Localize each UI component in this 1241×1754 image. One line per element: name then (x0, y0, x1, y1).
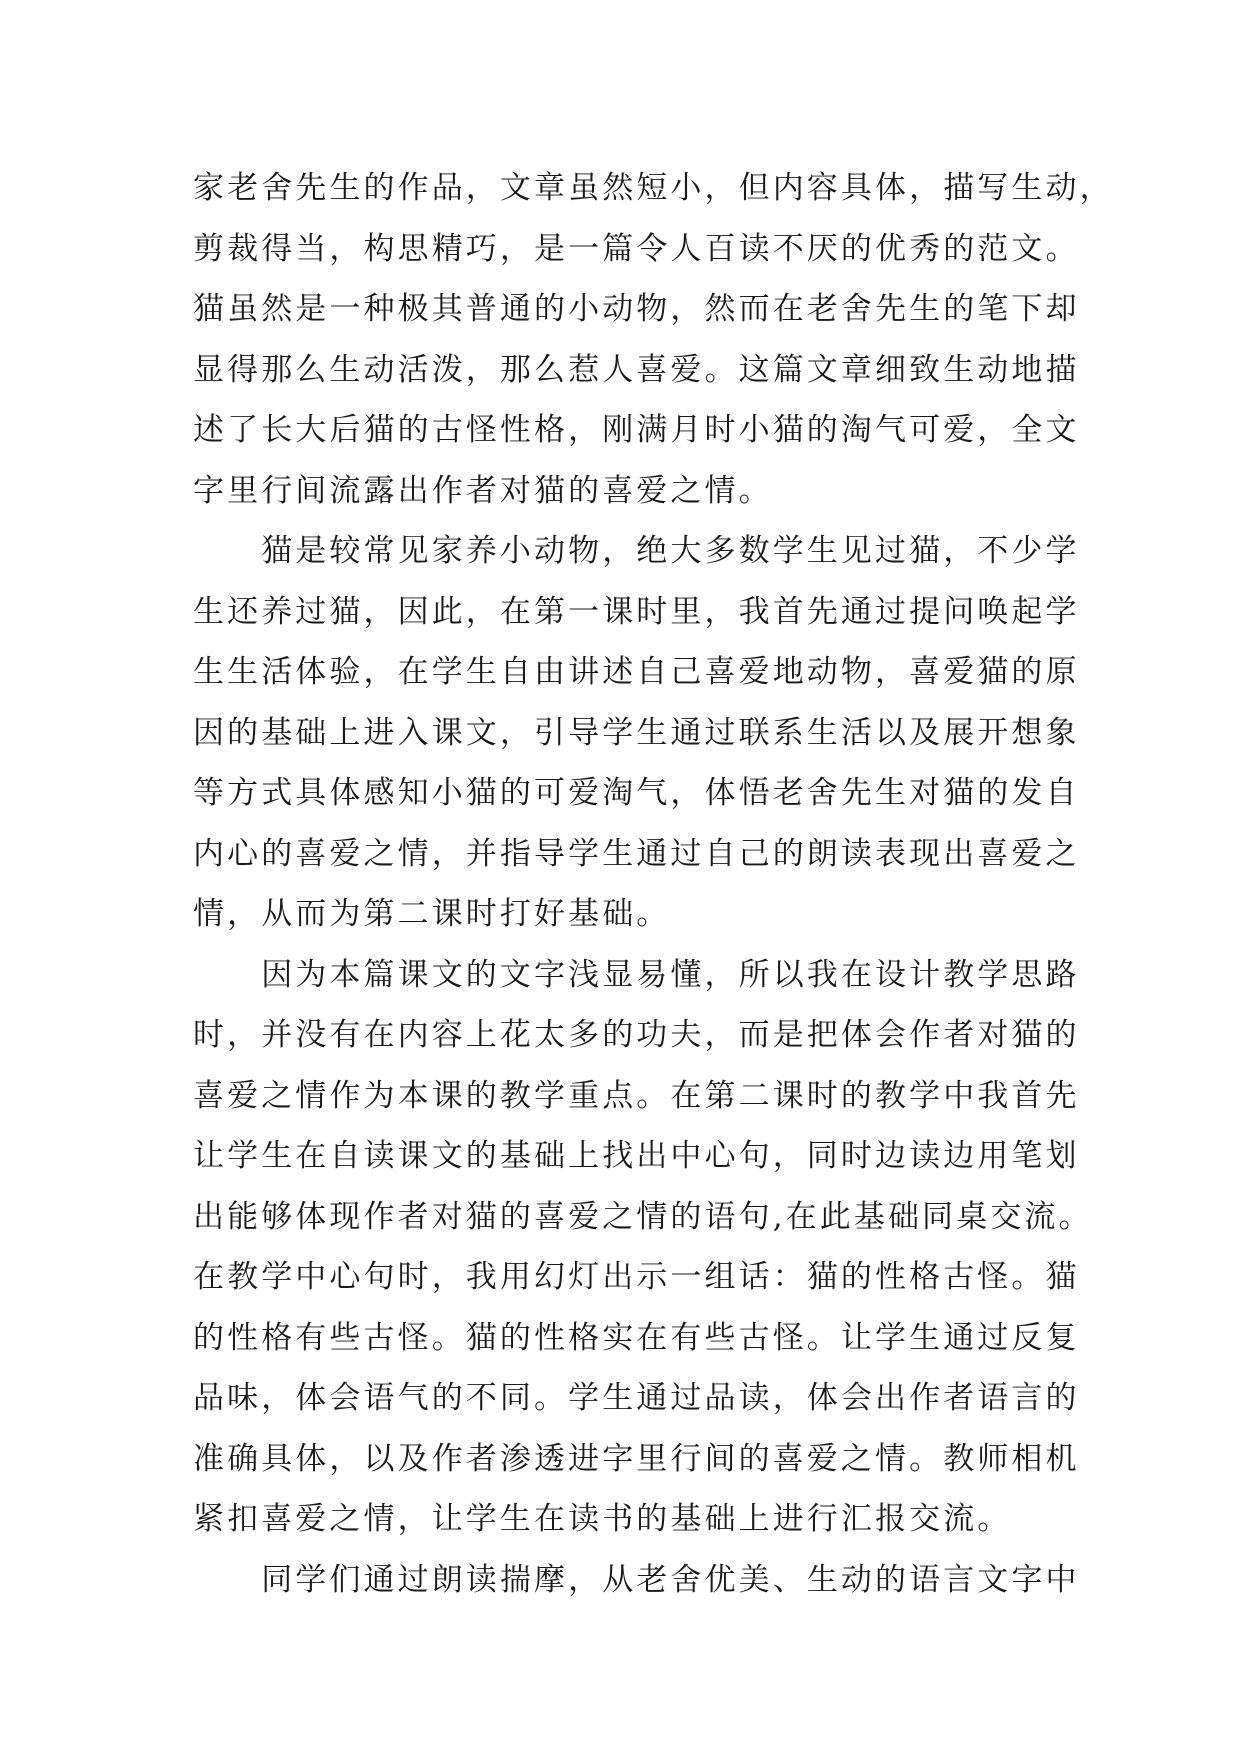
text-line: 品味，体会语气的不同。学生通过品读，体会出作者语言的 (193, 1380, 1080, 1416)
text-line: 生生活体验，在学生自由讲述自己喜爱地动物，喜爱猫的原 (193, 654, 1080, 690)
text-line: 因的基础上进入课文，引导学生通过联系生活以及展开想象 (193, 714, 1080, 751)
text-line: 让学生在自读课文的基础上找出中心句，同时边读边用笔划 (193, 1138, 1080, 1174)
text-line: 在教学中心句时，我用幻灯出示一组话：猫的性格古怪。猫 (193, 1259, 1080, 1295)
text-line: 述了长大后猫的古怪性格，刚满月时小猫的淘气可爱，全文 (193, 412, 1080, 448)
text-line: 紧扣喜爱之情，让学生在读书的基础上进行汇报交流。 (193, 1501, 1012, 1537)
text-line: 同学们通过朗读揣摩，从老舍优美、生动的语言文字中 (193, 1561, 1080, 1598)
text-line: 的性格有些古怪。猫的性格实在有些古怪。让学生通过反复 (193, 1319, 1080, 1356)
text-line: 猫是较常见家养小动物，绝大多数学生见过猫，不少学 (193, 533, 1080, 569)
text-line: 剪裁得当，构思精巧，是一篇令人百读不厌的优秀的范文。 (193, 230, 1080, 267)
text-line: 显得那么生动活泼，那么惹人喜爱。这篇文章细致生动地描 (193, 351, 1080, 388)
text-line: 生还养过猫，因此，在第一课时里，我首先通过提问唤起学 (193, 593, 1080, 630)
text-line: 猫虽然是一种极其普通的小动物，然而在老舍先生的笔下却 (193, 291, 1080, 327)
text-line: 字里行间流露出作者对猫的喜爱之情。 (193, 472, 773, 509)
text-line: 等方式具体感知小猫的可爱淘气，体悟老舍先生对猫的发自 (193, 775, 1080, 811)
text-line: 家老舍先生的作品，文章虽然短小，但内容具体，描写生动， (193, 170, 1114, 206)
text-line: 时，并没有在内容上花太多的功夫，而是把体会作者对猫的 (193, 1017, 1080, 1053)
text-line: 情，从而为第二课时打好基础。 (193, 896, 671, 932)
text-line: 因为本篇课文的文字浅显易懂，所以我在设计教学思路 (193, 956, 1080, 993)
body-text (193, 158, 1114, 1610)
text-line: 出能够体现作者对猫的喜爱之情的语句,在此基础同桌交流。 (193, 1198, 1093, 1235)
text-line: 喜爱之情作为本课的教学重点。在第二课时的教学中我首先 (193, 1077, 1080, 1114)
text-line: 准确具体，以及作者渗透进字里行间的喜爱之情。教师相机 (193, 1440, 1080, 1477)
text-line: 内心的喜爱之情，并指导学生通过自己的朗读表现出喜爱之 (193, 835, 1080, 872)
